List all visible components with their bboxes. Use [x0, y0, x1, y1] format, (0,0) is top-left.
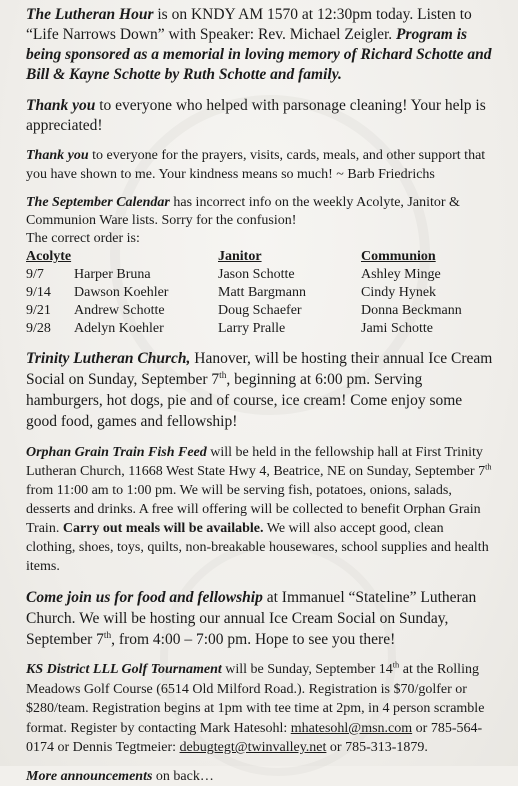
acolyte-header: Acolyte [26, 249, 72, 264]
communion-cell: Cindy Hynek [361, 285, 437, 300]
acolyte-cell: Adelyn Koehler [74, 321, 164, 336]
janitor-cell: Larry Pralle [218, 321, 286, 336]
acolyte-cell: Harper Bruna [74, 267, 151, 282]
date-cell: 9/21 [26, 303, 51, 318]
schedule-table [26, 248, 462, 338]
date-cell: 9/7 [26, 267, 44, 282]
janitor-header: Janitor [218, 249, 262, 264]
parsonage-thanks: Thank you to everyone who helped with parsonage cleaning! Your help is appreciated! [26, 97, 486, 134]
prayers-thanks: Thank you to everyone for the prayers, visits, cards, meals, and other support that you have shown to me. Your kindness means so much! ~ Barb Friedrichs [26, 148, 486, 182]
email-link-tegtmeier[interactable]: debugtegt@twinvalley.net [179, 740, 327, 755]
acolyte-cell: Dawson Koehler [74, 285, 169, 300]
golf-tournament: KS District LLL Golf Tournament will be Sunday, September 14th at the Rolling Meadows Golf Course (6514 Old Milford Road.). Registration is $70/golfer or $280/team. Registration begins at 1pm with tee time at 2pm, in 4 person scramble format. Register by contacting Mark Hatesohl: mhatesohl@msn.com or 785-564-0174 or Dennis Tegtmeier: debugtegt@twinvalley.net or 785-313-1879. [26, 660, 485, 755]
calendar-correction: The September Calendar has incorrect info on the weekly Acolyte, Janitor & Communion Ware lists. Sorry for the confusion! The correct order is: [26, 195, 460, 246]
table-row [26, 302, 462, 320]
date-cell: 9/14 [26, 285, 51, 300]
lutheran-hour-announcement: The Lutheran Hour is on KNDY AM 1570 at 12:30pm today. Listen to “Life Narrows Down” with Speaker: Rev. Michael Zeigler. Program is being sponsored as a memorial in loving memory of Richard Schotte and Bill & Kayne Schotte by Ruth Schotte and family. [26, 6, 492, 83]
janitor-cell: Doug Schaefer [218, 303, 302, 318]
table-row [26, 320, 462, 338]
janitor-cell: Jason Schotte [218, 267, 295, 282]
stateline-ice-cream-social: Come join us for food and fellowship at Immanuel “Stateline” Lutheran Church. We will be hosting our annual Ice Cream Social on Sunday, September 7th, from 4:00 – 7:00 pm. Hope to see you there! [26, 589, 477, 648]
schedule-header-row [26, 248, 462, 266]
communion-cell: Jami Schotte [361, 321, 433, 336]
orphan-grain-train-fish-feed: Orphan Grain Train Fish Feed will be held in the fellowship hall at First Trinity Lutheran Church, 11668 West State Hwy 4, Beatrice, NE on Sunday, September 7th from 11:00 am to 1:00 pm. We will be serving fish, potatoes, onions, salads, desserts and drinks. A free will offering will be collected to benefit Orphan Grain Train. Carry out meals will be available. We will also accept good, clean clothing, shoes, toys, quilts, non-breakable housewares, school supplies and health items. [26, 445, 492, 574]
communion-header: Communion [361, 249, 436, 264]
table-row [26, 284, 462, 302]
trinity-ice-cream-social: Trinity Lutheran Church, Hanover, will be hosting their annual Ice Cream Social on Sunday, September 7th, beginning at 6:00 pm. Serving hamburgers, hot dogs, pie and of course, ice cream! Come enjoy some good food, games and fellowship! [26, 350, 493, 430]
table-row [26, 266, 462, 284]
date-cell: 9/28 [26, 321, 51, 336]
janitor-cell: Matt Bargmann [218, 285, 307, 300]
communion-cell: Donna Beckmann [361, 303, 462, 318]
communion-cell: Ashley Minge [361, 267, 441, 282]
acolyte-cell: Andrew Schotte [74, 303, 165, 318]
more-announcements: More announcements on back… [26, 768, 214, 784]
email-link-hatesohl[interactable]: mhatesohl@msn.com [290, 720, 413, 736]
